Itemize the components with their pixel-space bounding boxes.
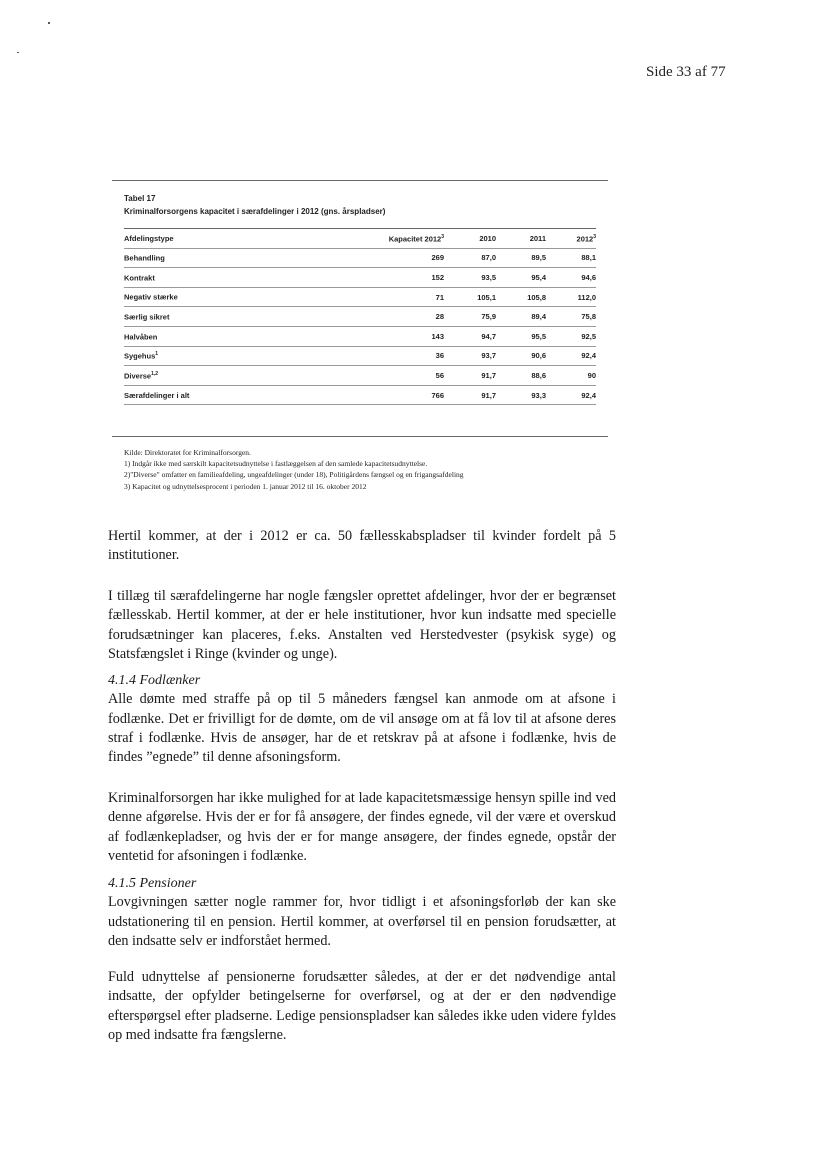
cell-2011: 95,4 bbox=[496, 268, 546, 288]
cell-2010: 105,1 bbox=[444, 287, 496, 307]
cell-2012: 112,0 bbox=[546, 287, 596, 307]
table-17 bbox=[124, 194, 596, 405]
cell-type: Diverse$^{1,2}$ bbox=[124, 366, 344, 386]
capacity-table bbox=[124, 228, 596, 405]
col-header-2012: 2012$^3$ bbox=[546, 229, 596, 249]
cell-2012: 90 bbox=[546, 366, 596, 386]
table-title: Kriminalforsorgens kapacitet i særafdelinger i 2012 (gns. årspladser) bbox=[124, 207, 386, 216]
table-row bbox=[124, 248, 596, 268]
table-row bbox=[124, 268, 596, 288]
cell-2011: 90,6 bbox=[496, 346, 546, 366]
note-1: 1) Indgår ikke med særskilt kapacitetsudnyttelse i fastlæggelsen af den samlede kapacitetsudnyttelse. bbox=[124, 459, 428, 469]
cell-type: Sygehus$^1$ bbox=[124, 346, 344, 366]
paragraph: Fuld udnyttelse af pensionerne forudsætter således, at der er det nødvendige antal indsatte, der opfylder betingelserne for overførsel, og at der er den nødvendige efterspørgsel efter pladserne. Ledige pensionspladser kan således ikke uden videre fyldes op med indsatte fra fængslerne. bbox=[108, 969, 616, 1043]
cell-2010: 87,0 bbox=[444, 248, 496, 268]
table-top-rule bbox=[112, 180, 608, 181]
cell-2012: 94,6 bbox=[546, 268, 596, 288]
cell-2012: 88,1 bbox=[546, 248, 596, 268]
paragraph-1-block bbox=[108, 527, 616, 566]
cell-2011: 88,6 bbox=[496, 366, 546, 386]
table-row bbox=[124, 326, 596, 346]
col-header-kapacitet: Kapacitet 2012$^3$ bbox=[344, 229, 444, 249]
cell-kapacitet: 766 bbox=[344, 385, 444, 405]
cell-2011: 95,5 bbox=[496, 326, 546, 346]
table-notes bbox=[124, 447, 464, 492]
cell-2012: 75,8 bbox=[546, 307, 596, 327]
cell-2011: 105,8 bbox=[496, 287, 546, 307]
table-bottom-rule bbox=[112, 436, 608, 437]
cell-2010: 94,7 bbox=[444, 326, 496, 346]
table-row bbox=[124, 366, 596, 386]
cell-type: Kontrakt bbox=[124, 268, 344, 288]
paragraph: I tillæg til særafdelingerne har nogle fængsler oprettet afdelinger, hvor der er begrænset fællesskab. Hertil kommer, at der er hele institutioner, hvor kun indsatte med specielle forudsætninger kan placeres, f.eks. Anstalten ved Herstedvester (psykisk syge) og Statsfængslet i Ringe (kvinder og unge). bbox=[108, 588, 616, 662]
note-source: Kilde: Direktoratet for Kriminalforsorgen. bbox=[124, 448, 251, 457]
col-header-afdelingstype: Afdelingstype bbox=[124, 229, 344, 249]
table-header-row bbox=[124, 229, 596, 249]
scan-speck bbox=[48, 22, 50, 24]
cell-type: Særafdelinger i alt bbox=[124, 385, 344, 405]
cell-2010: 75,9 bbox=[444, 307, 496, 327]
table-row bbox=[124, 307, 596, 327]
section-4-1-4 bbox=[108, 671, 616, 767]
paragraph-2-block bbox=[108, 587, 616, 664]
scan-speck bbox=[17, 52, 19, 53]
section-heading: 4.1.4 Fodlænker bbox=[108, 673, 201, 688]
table-number: Tabel 17 bbox=[124, 194, 156, 203]
cell-kapacitet: 143 bbox=[344, 326, 444, 346]
paragraph: Hertil kommer, at der i 2012 er ca. 50 fællesskabspladser til kvinder fordelt på 5 institutioner. bbox=[108, 528, 616, 564]
cell-2011: 93,3 bbox=[496, 385, 546, 405]
cell-2011: 89,4 bbox=[496, 307, 546, 327]
paragraph: Lovgivningen sætter nogle rammer for, hvor tidligt i et afsoningsforløb der kan ske udstationering til en pension. Hertil kommer, at overførsel til en pension forudsætter, at den indsatte selv er indforstået hermed. bbox=[108, 894, 616, 949]
paragraph-6-block bbox=[108, 968, 616, 1045]
cell-kapacitet: 269 bbox=[344, 248, 444, 268]
cell-2010: 93,7 bbox=[444, 346, 496, 366]
cell-kapacitet: 152 bbox=[344, 268, 444, 288]
cell-2012: 92,5 bbox=[546, 326, 596, 346]
cell-kapacitet: 28 bbox=[344, 307, 444, 327]
note-2: 2)"Diverse" omfatter en familieafdeling, ungeafdelinger (under 18), Politigårdens fængsel og en frigangsafdeling bbox=[124, 470, 464, 480]
table-total-row bbox=[124, 385, 596, 405]
cell-kapacitet: 56 bbox=[344, 366, 444, 386]
cell-type: Behandling bbox=[124, 248, 344, 268]
note-3: 3) Kapacitet og udnyttelsesprocent i perioden 1. januar 2012 til 16. oktober 2012 bbox=[124, 481, 367, 491]
cell-2010: 93,5 bbox=[444, 268, 496, 288]
cell-2012: 92,4 bbox=[546, 346, 596, 366]
paragraph-4-block bbox=[108, 789, 616, 866]
cell-2012: 92,4 bbox=[546, 385, 596, 405]
paragraph: Kriminalforsorgen har ikke mulighed for at lade kapacitetsmæssige hensyn spille ind ved denne afgørelse. Hvis der er for få ansøgere, der findes egnede, vil der være et overskud af fodlænkepladser, og hvis der er for mange ansøgere, der findes egnede, opstår der ventetid for afsoningen i fodlænke. bbox=[108, 790, 616, 864]
cell-2010: 91,7 bbox=[444, 385, 496, 405]
section-heading: 4.1.5 Pensioner bbox=[108, 876, 197, 891]
cell-kapacitet: 71 bbox=[344, 287, 444, 307]
cell-2011: 89,5 bbox=[496, 248, 546, 268]
table-row bbox=[124, 346, 596, 366]
cell-kapacitet: 36 bbox=[344, 346, 444, 366]
col-header-2010: 2010 bbox=[444, 229, 496, 249]
cell-type: Særlig sikret bbox=[124, 307, 344, 327]
paragraph: Alle dømte med straffe på op til 5 måneders fængsel kan anmode om at afsone i fodlænke. Det er frivilligt for de dømte, om de vil ansøge om at få lov til at afsone deres straf i fodlænke. Hvis de ansøger, har de et retskrav på at afsone i fodlænke, hvis de findes ”egnede” til denne afsoningsform. bbox=[108, 691, 616, 766]
col-header-2011: 2011 bbox=[496, 229, 546, 249]
cell-2010: 91,7 bbox=[444, 366, 496, 386]
page-indicator: Side 33 af 77 bbox=[646, 64, 726, 80]
cell-type: Halvåben bbox=[124, 326, 344, 346]
cell-type: Negativ stærke bbox=[124, 287, 344, 307]
table-row bbox=[124, 287, 596, 307]
section-4-1-5 bbox=[108, 874, 616, 951]
